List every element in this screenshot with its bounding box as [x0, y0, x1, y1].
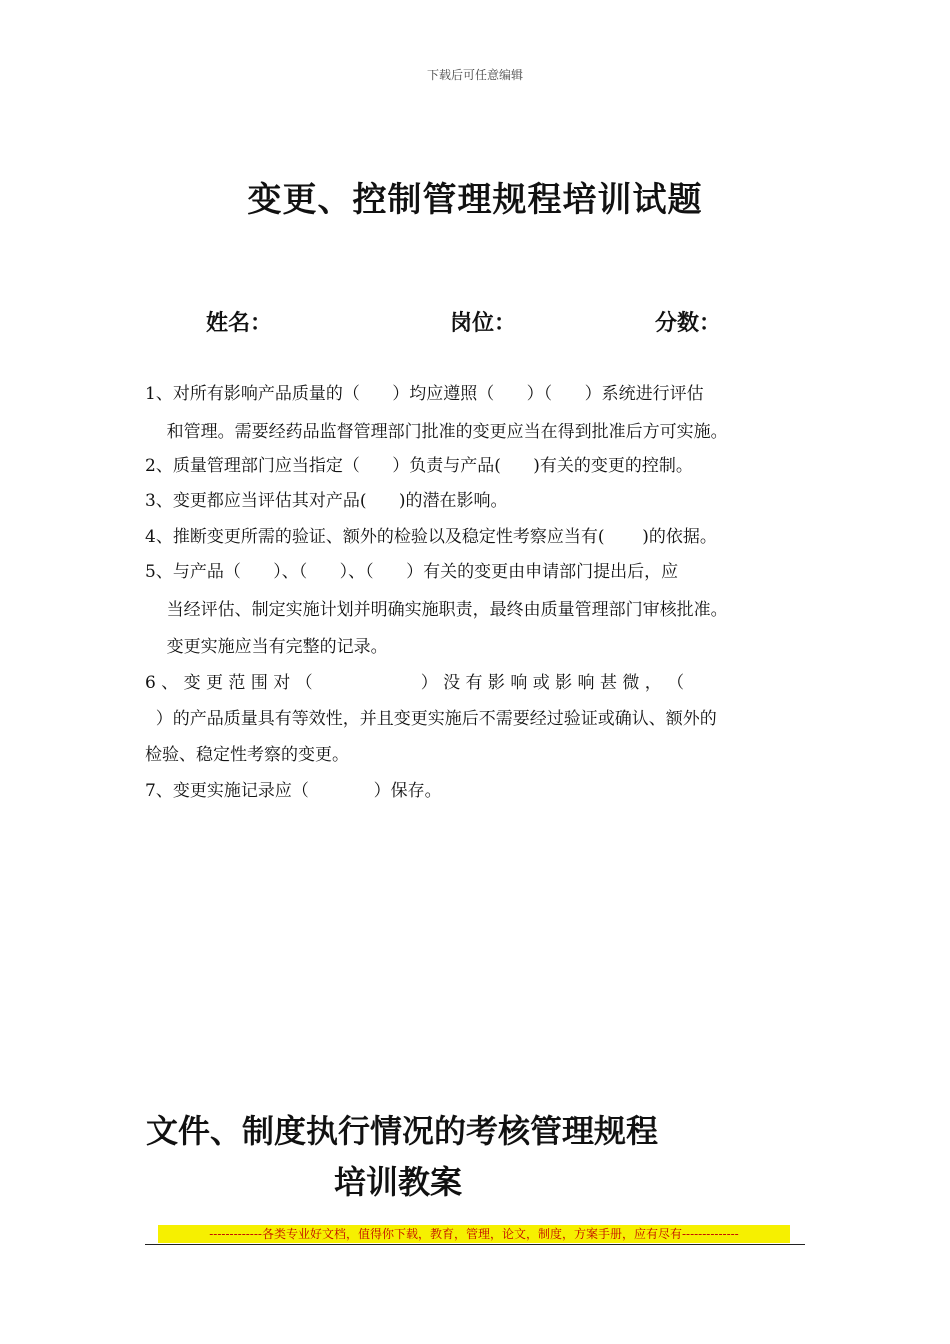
- question-line: 4、推断变更所需的验证、额外的检验以及稳定性考察应当有( )的依据。: [145, 527, 717, 547]
- question-line: 5、与产品（ ）、（ ）、（ ）有关的变更由申请部门提出后，应: [145, 562, 679, 582]
- footer-rule: [145, 1244, 805, 1245]
- question-line: 检验、稳定性考察的变更。: [145, 745, 349, 765]
- name-field-label: 姓名：: [206, 310, 273, 336]
- footer-banner: -------------各类专业好文档，值得你下载，教育，管理，论文，制度，方案手册，应有尽有--------------: [158, 1225, 790, 1243]
- question-line: ）的产品质量具有等效性，并且变更实施后不需要经过验证或确认、额外的: [145, 709, 717, 729]
- page-title: 变更、控制管理规程培训试题: [247, 180, 703, 220]
- question-line: 1、对所有影响产品质量的（ ）均应遵照（ ）（ ）系统进行评估: [145, 384, 704, 404]
- section2-title-line1: 文件、制度执行情况的考核管理规程: [146, 1112, 659, 1150]
- question-line: 7、变更实施记录应（ ）保存。: [145, 781, 442, 801]
- post-field-label: 岗位：: [450, 310, 517, 336]
- question-line: 和管理。需要经药品监督管理部门批准的变更应当在得到批准后方可实施。: [145, 422, 728, 442]
- header-note: 下载后可任意编辑: [426, 68, 523, 82]
- question-line: 变更实施应当有完整的记录。: [145, 637, 388, 657]
- question-line: 6 、 变 更 范 围 对 （ ） 没 有 影 响 或 影 响 甚 微 ， （: [145, 673, 685, 693]
- question-line: 3、变更都应当评估其对产品( )的潜在影响。: [145, 491, 508, 511]
- score-field-label: 分数：: [655, 310, 722, 336]
- question-line: 当经评估、制定实施计划并明确实施职责，最终由质量管理部门审核批准。: [145, 600, 728, 620]
- section2-title-line2: 培训教案: [334, 1163, 463, 1201]
- question-line: 2、质量管理部门应当指定（ ）负责与产品( )有关的变更的控制。: [145, 456, 693, 476]
